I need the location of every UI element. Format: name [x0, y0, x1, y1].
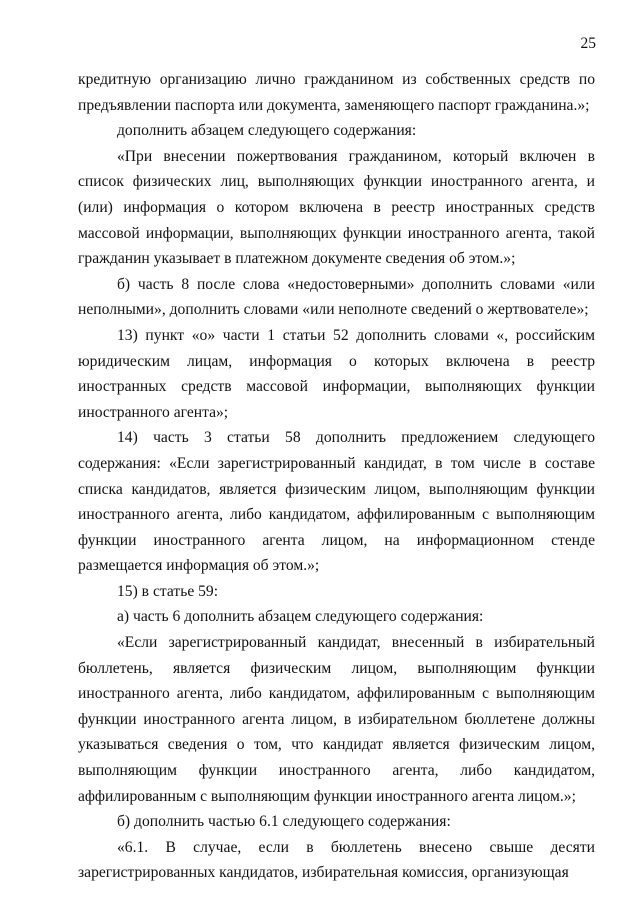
paragraph-2: дополнить абзацем следующего содержания: — [117, 122, 417, 140]
document-body — [78, 67, 595, 886]
paragraph-9: «Если зарегистрированный кандидат, внесенный в избирательный бюллетень, является физическим лицом, выполняющим функции иностранного агента, либо кандидатом, аффилированным с выполняющим функции иностранного агента лицом, в избирательном бюллетене должны указываться сведения о том, что кандидат является физическим лицом, выполняющим функции иностранного агента, либо кандидатом, аффилированным с выполняющим функции иностранного агента лицом.»; — [78, 634, 595, 805]
paragraph-5: 13) пункт «о» части 1 статьи 52 дополнить словами «, российским юридическим лицам, информация о которых включена в реестр иностранных средств массовой информации, выполняющих функции иностранного агента»; — [78, 326, 595, 421]
page-number: 25 — [580, 35, 596, 52]
paragraph-4: б) часть 8 после слова «недостоверными» дополнить словами «или неполными», дополнить словами «или неполноте сведений о жертвователе»; — [78, 275, 595, 319]
paragraph-3: «При внесении пожертвования гражданином, который включен в список физических лиц, выполняющих функции иностранного агента, и (или) информация о котором включена в реестр иностранных средств массовой информации, выполняющих функции иностранного агента, такой гражданин указывает в платежном документе сведения об этом.»; — [78, 147, 595, 268]
paragraph-7: 15) в статье 59: — [117, 582, 219, 600]
paragraph-1: кредитную организацию лично гражданином из собственных средств по предъявлении паспорта или документа, заменяющего паспорт гражданина.»; — [78, 71, 595, 114]
paragraph-10: б) дополнить частью 6.1 следующего содержания: — [117, 813, 451, 831]
paragraph-8: а) часть 6 дополнить абзацем следующего содержания: — [117, 608, 484, 626]
paragraph-6: 14) часть 3 статьи 58 дополнить предложением следующего содержания: «Если зарегистрированный кандидат, в том числе в составе списка кандидатов, является физическим лицом, выполняющим функции иностранного агента, либо кандидатом, аффилированным с выполняющим функции иностранного агента лицом, на информационном стенде размещается информация об этом.»; — [78, 429, 595, 575]
paragraph-11: «6.1. В случае, если в бюллетень внесено свыше десяти зарегистрированных кандидатов, избирательная комиссия, организующая — [78, 838, 595, 882]
